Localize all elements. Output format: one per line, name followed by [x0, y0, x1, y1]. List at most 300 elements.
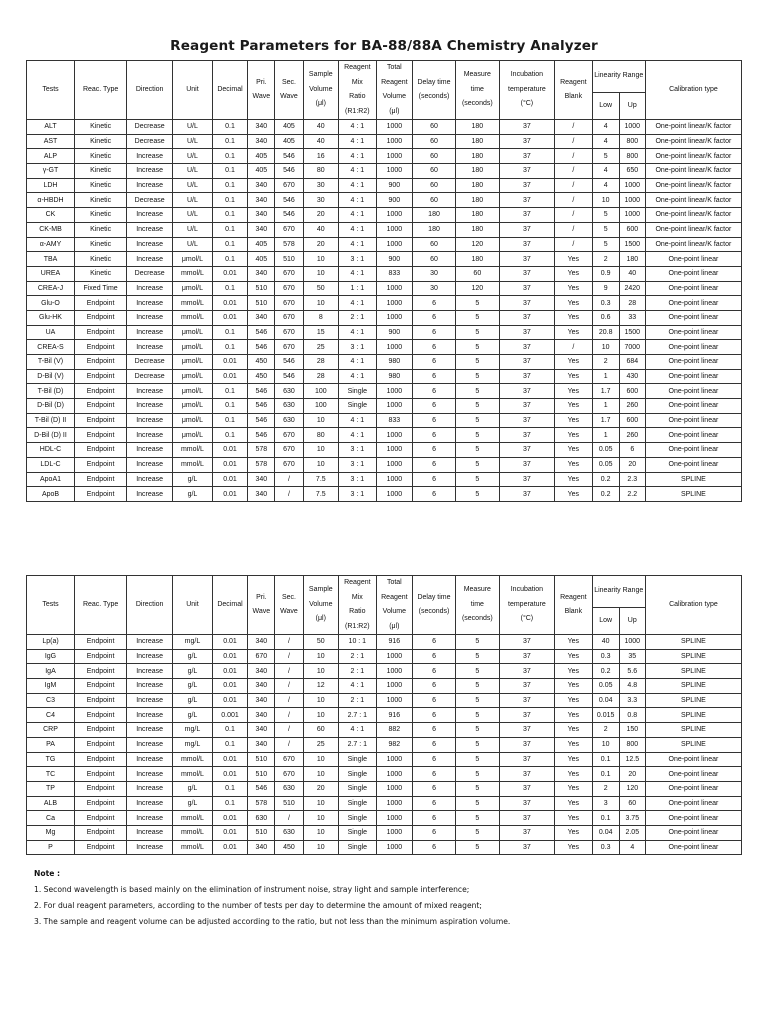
cell-calibration-type: One-point linear [645, 752, 741, 767]
cell-sample-volume: 10 [303, 649, 338, 664]
cell-pri-wave: 340 [248, 737, 275, 752]
cell-decimal: 0.1 [212, 428, 247, 443]
cell-measure-time: 5 [455, 369, 499, 384]
cell-unit: μmol/L [173, 252, 213, 267]
cell-linearity-up: 650 [619, 164, 645, 179]
cell-measure-time: 5 [455, 796, 499, 811]
cell-test: Lp(a) [27, 635, 75, 650]
cell-linearity-up: 1000 [619, 120, 645, 135]
cell-total-reagent: 916 [376, 635, 413, 650]
cell-linearity-low: 0.05 [592, 679, 619, 694]
cell-reagent-blank: Yes [555, 457, 593, 472]
cell-sec-wave: 405 [275, 120, 303, 135]
header-low: Low [592, 607, 619, 634]
cell-delay-time: 6 [413, 355, 456, 370]
cell-delay-time: 6 [413, 457, 456, 472]
header-sec-wave-line: Wave [280, 608, 298, 615]
cell-total-reagent: 1000 [376, 281, 413, 296]
cell-mix-ratio: Single [339, 767, 377, 782]
cell-delay-time: 6 [413, 664, 456, 679]
cell-incubation-temp: 37 [499, 208, 554, 223]
page-title: Reagent Parameters for BA-88/88A Chemistry Analyzer [170, 38, 598, 54]
cell-total-reagent: 1000 [376, 840, 413, 855]
cell-unit: g/L [173, 708, 213, 723]
cell-total-reagent: 1000 [376, 472, 413, 487]
cell-sample-volume: 80 [303, 428, 338, 443]
header-incubation-line: Incubation [510, 586, 544, 594]
cell-measure-time: 5 [455, 635, 499, 650]
cell-linearity-up: 800 [619, 149, 645, 164]
cell-unit: μmol/L [173, 413, 213, 428]
cell-unit: g/L [173, 796, 213, 811]
header-sample-volume-line: (μl) [315, 100, 326, 108]
cell-calibration-type: One-point linear [645, 399, 741, 414]
cell-sec-wave: 670 [275, 281, 303, 296]
cell-calibration-type: One-point linear [645, 281, 741, 296]
cell-direction: Decrease [127, 266, 173, 281]
cell-test: IgA [27, 664, 75, 679]
cell-reagent-blank: / [555, 237, 593, 252]
cell-total-reagent: 1000 [376, 796, 413, 811]
cell-sample-volume: 40 [303, 134, 338, 149]
cell-linearity-up: 600 [619, 413, 645, 428]
header-calibration: Calibration type [645, 61, 741, 120]
cell-mix-ratio: 10 : 1 [339, 635, 377, 650]
cell-linearity-up: 120 [619, 781, 645, 796]
header-measure-time-line: time [470, 600, 484, 608]
cell-measure-time: 5 [455, 723, 499, 738]
cell-test: γ-GT [27, 164, 75, 179]
cell-pri-wave: 340 [248, 193, 275, 208]
cell-linearity-up: 33 [619, 310, 645, 325]
cell-unit: g/L [173, 649, 213, 664]
cell-unit: g/L [173, 664, 213, 679]
cell-pri-wave: 630 [248, 811, 275, 826]
table-row [27, 178, 742, 193]
cell-calibration-type: SPLINE [645, 472, 741, 487]
cell-delay-time: 6 [413, 310, 456, 325]
cell-sec-wave: 546 [275, 208, 303, 223]
table-row [27, 208, 742, 223]
cell-decimal: 0.1 [212, 796, 247, 811]
cell-sec-wave: / [275, 664, 303, 679]
table-row [27, 635, 742, 650]
cell-measure-time: 5 [455, 679, 499, 694]
cell-reac-type: Endpoint [75, 664, 127, 679]
cell-decimal: 0.1 [212, 281, 247, 296]
cell-test: PA [27, 737, 75, 752]
table-row [27, 457, 742, 472]
cell-linearity-low: 1 [592, 369, 619, 384]
cell-incubation-temp: 37 [499, 281, 554, 296]
cell-sample-volume: 15 [303, 325, 338, 340]
cell-calibration-type: One-point linear [645, 252, 741, 267]
cell-linearity-up: 180 [619, 252, 645, 267]
header-reagent-blank-line: Reagent [560, 78, 587, 86]
cell-direction: Increase [127, 281, 173, 296]
cell-linearity-up: 430 [619, 369, 645, 384]
cell-total-reagent: 1000 [376, 679, 413, 694]
cell-decimal: 0.1 [212, 413, 247, 428]
cell-unit: μmol/L [173, 384, 213, 399]
cell-unit: mmol/L [173, 840, 213, 855]
cell-sec-wave: 630 [275, 413, 303, 428]
cell-total-reagent: 1000 [376, 428, 413, 443]
cell-calibration-type: One-point linear [645, 310, 741, 325]
cell-test: D-Bil (V) [27, 369, 75, 384]
cell-incubation-temp: 37 [499, 222, 554, 237]
cell-reac-type: Kinetic [75, 252, 127, 267]
cell-reagent-blank: Yes [555, 310, 593, 325]
cell-pri-wave: 405 [248, 149, 275, 164]
cell-sample-volume: 20 [303, 237, 338, 252]
cell-sec-wave: 670 [275, 443, 303, 458]
cell-reac-type: Endpoint [75, 752, 127, 767]
cell-direction: Increase [127, 811, 173, 826]
cell-incubation-temp: 37 [499, 252, 554, 267]
cell-reagent-blank: Yes [555, 752, 593, 767]
cell-decimal: 0.1 [212, 340, 247, 355]
table-row [27, 811, 742, 826]
cell-direction: Increase [127, 237, 173, 252]
cell-test: CREA-S [27, 340, 75, 355]
cell-measure-time: 5 [455, 457, 499, 472]
cell-mix-ratio: Single [339, 825, 377, 840]
cell-mix-ratio: 4 : 1 [339, 208, 377, 223]
cell-calibration-type: One-point linear/K factor [645, 178, 741, 193]
cell-reagent-blank: Yes [555, 781, 593, 796]
table-row [27, 664, 742, 679]
cell-unit: U/L [173, 178, 213, 193]
cell-reac-type: Kinetic [75, 149, 127, 164]
header-mix-ratio [339, 576, 377, 635]
header-total-reagent-line: Reagent [381, 593, 408, 601]
header-sample-volume-line: Sample [308, 71, 333, 79]
table-row [27, 340, 742, 355]
cell-incubation-temp: 37 [499, 649, 554, 664]
cell-test: CK [27, 208, 75, 223]
cell-sample-volume: 30 [303, 193, 338, 208]
cell-delay-time: 180 [413, 208, 456, 223]
cell-direction: Increase [127, 825, 173, 840]
cell-measure-time: 180 [455, 120, 499, 135]
cell-measure-time: 180 [455, 222, 499, 237]
cell-delay-time: 30 [413, 266, 456, 281]
cell-test: TP [27, 781, 75, 796]
header-reagent-blank-line: Blank [564, 93, 583, 100]
cell-measure-time: 5 [455, 428, 499, 443]
header-mix-ratio-line: Reagent [344, 64, 371, 71]
header-mix-ratio [339, 61, 377, 120]
cell-reac-type: Endpoint [75, 781, 127, 796]
cell-linearity-low: 20.8 [592, 325, 619, 340]
cell-calibration-type: One-point linear [645, 325, 741, 340]
cell-test: TG [27, 752, 75, 767]
cell-reac-type: Endpoint [75, 296, 127, 311]
cell-linearity-low: 4 [592, 178, 619, 193]
header-linearity-range: Linearity Range [592, 61, 645, 93]
cell-sec-wave: 670 [275, 266, 303, 281]
header-incubation-line: temperature [508, 600, 546, 608]
cell-pri-wave: 340 [248, 178, 275, 193]
cell-sec-wave: 670 [275, 340, 303, 355]
header-sample-volume-line: Sample [308, 586, 333, 594]
table-row [27, 266, 742, 281]
cell-measure-time: 5 [455, 399, 499, 414]
cell-incubation-temp: 37 [499, 796, 554, 811]
cell-pri-wave: 340 [248, 840, 275, 855]
cell-total-reagent: 1000 [376, 781, 413, 796]
cell-measure-time: 5 [455, 664, 499, 679]
header-total-reagent-line: Total [386, 64, 402, 71]
cell-unit: mmol/L [173, 296, 213, 311]
header-total-reagent-line: Volume [382, 93, 407, 100]
cell-pri-wave: 405 [248, 237, 275, 252]
cell-delay-time: 6 [413, 487, 456, 502]
cell-pri-wave: 546 [248, 781, 275, 796]
cell-mix-ratio: Single [339, 811, 377, 826]
cell-linearity-low: 5 [592, 208, 619, 223]
cell-linearity-up: 2.05 [619, 825, 645, 840]
cell-unit: mg/L [173, 635, 213, 650]
cell-reac-type: Endpoint [75, 693, 127, 708]
cell-sample-volume: 100 [303, 384, 338, 399]
cell-mix-ratio: 2 : 1 [339, 310, 377, 325]
cell-delay-time: 60 [413, 164, 456, 179]
header-measure-time-line: Measure [463, 586, 491, 594]
cell-total-reagent: 916 [376, 708, 413, 723]
cell-total-reagent: 900 [376, 193, 413, 208]
cell-linearity-low: 5 [592, 149, 619, 164]
header-incubation-line: (°C) [520, 615, 534, 623]
cell-delay-time: 6 [413, 635, 456, 650]
cell-direction: Increase [127, 222, 173, 237]
cell-decimal: 0.1 [212, 237, 247, 252]
cell-total-reagent: 900 [376, 252, 413, 267]
cell-sec-wave: / [275, 472, 303, 487]
header-total-reagent-line: (μl) [389, 622, 400, 630]
cell-mix-ratio: 4 : 1 [339, 134, 377, 149]
header-total-reagent-line: Total [386, 579, 402, 586]
cell-decimal: 0.01 [212, 811, 247, 826]
cell-reagent-blank: Yes [555, 296, 593, 311]
cell-total-reagent: 1000 [376, 399, 413, 414]
header-sample-volume-line: Volume [309, 600, 333, 608]
cell-measure-time: 5 [455, 472, 499, 487]
cell-pri-wave: 340 [248, 472, 275, 487]
header-pri-wave-line: Pri. [256, 593, 267, 601]
cell-linearity-up: 35 [619, 649, 645, 664]
header-delay-time [413, 576, 456, 635]
cell-sample-volume: 20 [303, 208, 338, 223]
table-row [27, 487, 742, 502]
cell-calibration-type: One-point linear [645, 443, 741, 458]
cell-mix-ratio: 4 : 1 [339, 355, 377, 370]
cell-reac-type: Kinetic [75, 208, 127, 223]
cell-total-reagent: 980 [376, 355, 413, 370]
notes-heading: Note : [34, 869, 61, 878]
cell-unit: mmol/L [173, 310, 213, 325]
cell-mix-ratio: 4 : 1 [339, 296, 377, 311]
cell-total-reagent: 1000 [376, 693, 413, 708]
cell-delay-time: 6 [413, 413, 456, 428]
cell-measure-time: 120 [455, 237, 499, 252]
cell-sample-volume: 50 [303, 635, 338, 650]
cell-calibration-type: One-point linear/K factor [645, 222, 741, 237]
cell-incubation-temp: 37 [499, 457, 554, 472]
cell-sec-wave: 630 [275, 384, 303, 399]
cell-mix-ratio: 1 : 1 [339, 281, 377, 296]
cell-sample-volume: 25 [303, 737, 338, 752]
cell-decimal: 0.01 [212, 487, 247, 502]
cell-pri-wave: 510 [248, 281, 275, 296]
table-row [27, 781, 742, 796]
cell-linearity-up: 684 [619, 355, 645, 370]
header-delay-time-line: (seconds) [418, 93, 450, 100]
header-delay-time [413, 61, 456, 120]
header-up: Up [619, 92, 645, 119]
cell-linearity-low: 0.3 [592, 840, 619, 855]
cell-reac-type: Kinetic [75, 237, 127, 252]
cell-reagent-blank: Yes [555, 693, 593, 708]
header-reagent-blank [555, 61, 593, 120]
cell-incubation-temp: 37 [499, 767, 554, 782]
cell-reac-type: Fixed Time [75, 281, 127, 296]
cell-calibration-type: One-point linear/K factor [645, 193, 741, 208]
cell-direction: Increase [127, 649, 173, 664]
cell-reagent-blank: Yes [555, 355, 593, 370]
cell-incubation-temp: 37 [499, 310, 554, 325]
cell-reagent-blank: Yes [555, 399, 593, 414]
cell-pri-wave: 546 [248, 399, 275, 414]
cell-reagent-blank: Yes [555, 796, 593, 811]
table-row [27, 708, 742, 723]
cell-delay-time: 6 [413, 443, 456, 458]
cell-linearity-up: 20 [619, 457, 645, 472]
cell-linearity-low: 2 [592, 252, 619, 267]
cell-sample-volume: 30 [303, 178, 338, 193]
cell-decimal: 0.01 [212, 369, 247, 384]
header-reagent-blank [555, 576, 593, 635]
cell-calibration-type: One-point linear [645, 413, 741, 428]
table-row [27, 413, 742, 428]
table-row [27, 296, 742, 311]
cell-delay-time: 6 [413, 325, 456, 340]
cell-linearity-low: 0.2 [592, 472, 619, 487]
cell-sample-volume: 10 [303, 443, 338, 458]
cell-linearity-low: 10 [592, 193, 619, 208]
table-row [27, 737, 742, 752]
cell-incubation-temp: 37 [499, 237, 554, 252]
cell-delay-time: 30 [413, 281, 456, 296]
cell-decimal: 0.1 [212, 384, 247, 399]
cell-total-reagent: 1000 [376, 752, 413, 767]
cell-pri-wave: 578 [248, 443, 275, 458]
cell-calibration-type: SPLINE [645, 708, 741, 723]
cell-linearity-up: 800 [619, 134, 645, 149]
cell-sample-volume: 10 [303, 752, 338, 767]
cell-reac-type: Endpoint [75, 310, 127, 325]
cell-reagent-blank: Yes [555, 472, 593, 487]
header-incubation [499, 576, 554, 635]
cell-reac-type: Kinetic [75, 193, 127, 208]
reagent-table-1 [26, 60, 742, 502]
cell-calibration-type: One-point linear [645, 811, 741, 826]
cell-reagent-blank: Yes [555, 737, 593, 752]
cell-sec-wave: 670 [275, 222, 303, 237]
cell-reagent-blank: Yes [555, 252, 593, 267]
cell-measure-time: 5 [455, 708, 499, 723]
cell-calibration-type: SPLINE [645, 664, 741, 679]
cell-mix-ratio: 4 : 1 [339, 193, 377, 208]
cell-sec-wave: / [275, 723, 303, 738]
cell-calibration-type: One-point linear [645, 840, 741, 855]
cell-pri-wave: 340 [248, 266, 275, 281]
cell-linearity-up: 2.3 [619, 472, 645, 487]
cell-reagent-blank: / [555, 120, 593, 135]
cell-linearity-low: 0.1 [592, 811, 619, 826]
cell-incubation-temp: 37 [499, 399, 554, 414]
cell-reac-type: Endpoint [75, 811, 127, 826]
cell-linearity-low: 4 [592, 120, 619, 135]
cell-direction: Increase [127, 796, 173, 811]
cell-measure-time: 5 [455, 413, 499, 428]
cell-reagent-blank: Yes [555, 369, 593, 384]
cell-mix-ratio: 4 : 1 [339, 369, 377, 384]
cell-calibration-type: SPLINE [645, 487, 741, 502]
cell-sample-volume: 10 [303, 708, 338, 723]
cell-direction: Increase [127, 384, 173, 399]
cell-mix-ratio: Single [339, 384, 377, 399]
cell-pri-wave: 340 [248, 222, 275, 237]
cell-total-reagent: 1000 [376, 340, 413, 355]
cell-delay-time: 6 [413, 399, 456, 414]
cell-sample-volume: 10 [303, 252, 338, 267]
cell-calibration-type: One-point linear [645, 428, 741, 443]
header-delay-time-line: Delay time [417, 593, 451, 601]
cell-test: IgG [27, 649, 75, 664]
cell-linearity-up: 600 [619, 222, 645, 237]
cell-incubation-temp: 37 [499, 149, 554, 164]
cell-sec-wave: / [275, 487, 303, 502]
cell-reagent-blank: Yes [555, 487, 593, 502]
cell-linearity-low: 9 [592, 281, 619, 296]
cell-linearity-up: 260 [619, 399, 645, 414]
cell-incubation-temp: 37 [499, 428, 554, 443]
header-pri-wave [248, 61, 275, 120]
table-row [27, 193, 742, 208]
cell-test: T-Bil (V) [27, 355, 75, 370]
cell-incubation-temp: 37 [499, 635, 554, 650]
cell-delay-time: 6 [413, 679, 456, 694]
cell-measure-time: 5 [455, 840, 499, 855]
cell-unit: mg/L [173, 723, 213, 738]
cell-reac-type: Kinetic [75, 266, 127, 281]
cell-reac-type: Endpoint [75, 443, 127, 458]
cell-measure-time: 5 [455, 737, 499, 752]
cell-unit: U/L [173, 208, 213, 223]
header-reac-type: Reac. Type [75, 576, 127, 635]
table-row [27, 399, 742, 414]
header-incubation [499, 61, 554, 120]
header-mix-ratio-line: (R1:R2) [345, 107, 370, 115]
header-sec-wave-line: Sec. [281, 593, 296, 601]
header-unit: Unit [173, 576, 213, 635]
cell-delay-time: 60 [413, 193, 456, 208]
header-measure-time-line: Measure [463, 71, 491, 79]
cell-incubation-temp: 37 [499, 737, 554, 752]
cell-reac-type: Endpoint [75, 413, 127, 428]
